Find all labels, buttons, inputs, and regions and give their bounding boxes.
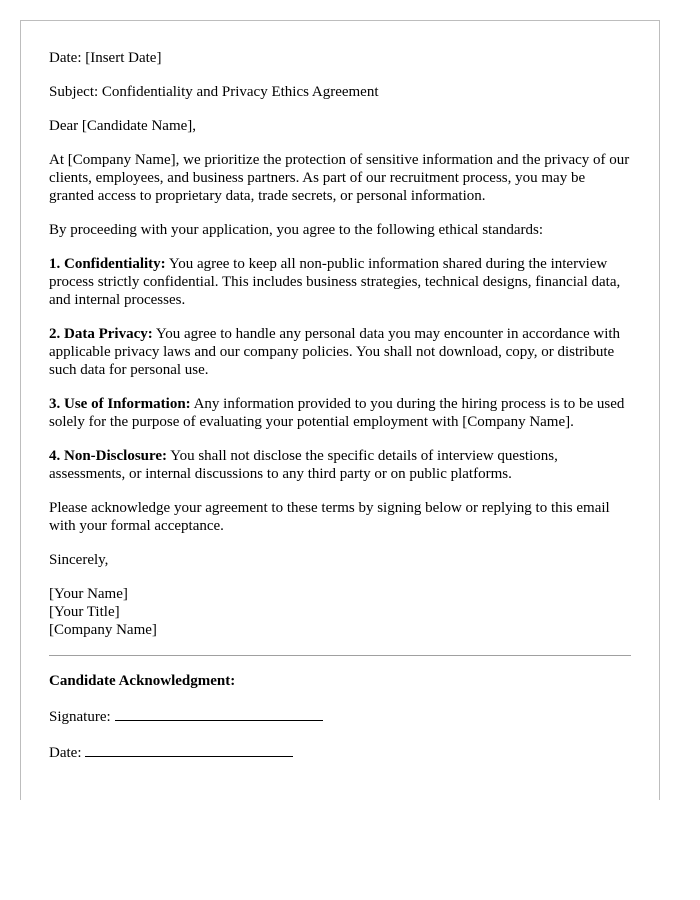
term-use-of-information: [49, 395, 631, 431]
section-divider: [49, 655, 631, 656]
term-confidentiality: [49, 255, 631, 309]
acknowledge-request: Please acknowledge your agreement to these terms by signing below or replying to this email with your formal acceptance.: [49, 500, 610, 534]
term-non-disclosure: [49, 447, 631, 483]
date-line-field: [85, 742, 293, 757]
term-text: You agree to handle any personal data you may encounter in accordance with applicable privacy laws and our company policies. You shall not download, copy, or distribute such data for personal use.: [49, 326, 621, 378]
acknowledgment-heading: [49, 672, 631, 690]
date-row: [49, 742, 631, 762]
salutation: Dear [Candidate Name],: [49, 118, 197, 134]
acknowledgment-heading-text: Candidate Acknowledgment:: [49, 673, 236, 689]
letter-document: [20, 20, 660, 800]
sender-title: [Your Title]: [49, 604, 120, 620]
sender-company: [Company Name]: [49, 622, 157, 638]
lead-in-paragraph: By proceeding with your application, you agree to the following ethical standards:: [49, 222, 544, 238]
signature-label: Signature:: [49, 709, 111, 725]
sender-name: [Your Name]: [49, 586, 128, 602]
closing: Sincerely,: [49, 552, 109, 568]
term-text: You agree to keep all non-public information shared during the interview process strictly confidential. This includes business strategies, technical designs, financial data, and internal processes.: [49, 256, 621, 308]
term-heading: 3. Use of Information:: [49, 396, 191, 412]
signature-line: [115, 706, 323, 721]
term-data-privacy: [49, 325, 631, 379]
term-text: You shall not disclose the specific details of interview questions, assessments, or internal discussions to any third party or on public platforms.: [49, 448, 558, 482]
intro-paragraph: At [Company Name], we prioritize the protection of sensitive information and the privacy of our clients, employees, and business partners. As part of our recruitment process, you may be granted access to proprietary data, trade secrets, or personal information.: [49, 152, 630, 204]
term-heading: 1. Confidentiality:: [49, 256, 166, 272]
subject-line: Subject: Confidentiality and Privacy Ethics Agreement: [49, 84, 379, 100]
signature-row: [49, 706, 631, 726]
term-heading: 4. Non-Disclosure:: [49, 448, 168, 464]
sender-signature-block: [49, 585, 631, 639]
term-text: Any information provided to you during the hiring process is to be used solely for the purpose of evaluating your potential employment with [Company Name].: [49, 396, 625, 430]
term-heading: 2. Data Privacy:: [49, 326, 153, 342]
date-line: Date: [Insert Date]: [49, 50, 162, 66]
date-label: Date:: [49, 745, 82, 761]
